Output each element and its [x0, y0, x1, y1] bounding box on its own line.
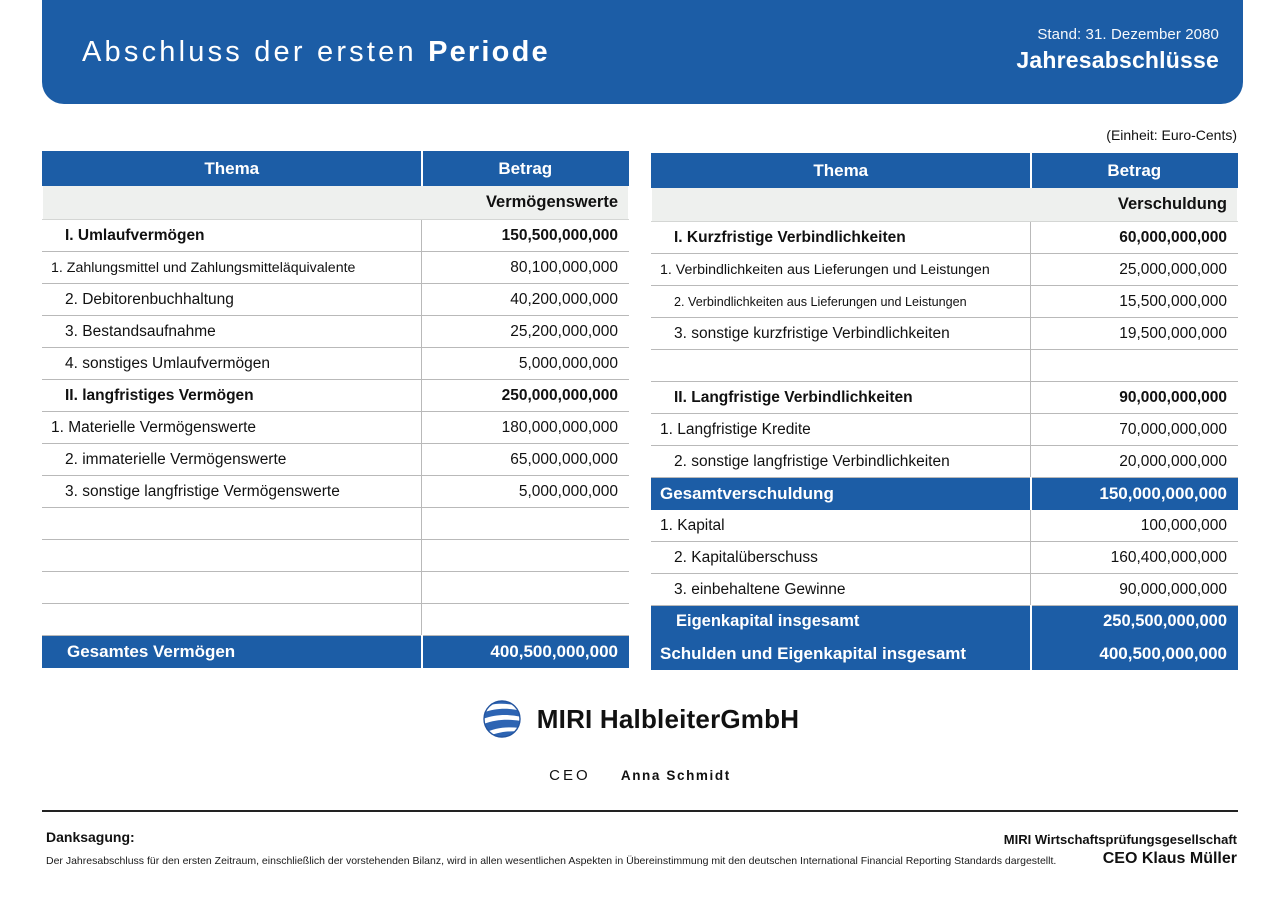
debt-total-row — [652, 478, 1238, 510]
assets-table — [42, 151, 629, 668]
row-amount: 15,500,000,000 — [1031, 286, 1238, 318]
table-row — [652, 382, 1238, 414]
table-row-empty — [652, 350, 1238, 382]
row-amount: 25,200,000,000 — [422, 316, 629, 348]
assets-table-header-row — [43, 152, 629, 186]
table-row — [652, 414, 1238, 446]
row-label: I. Kurzfristige Verbindlichkeiten — [652, 222, 1031, 254]
row-label: 1. Langfristige Kredite — [652, 414, 1031, 446]
table-row — [652, 446, 1238, 478]
row-amount — [422, 540, 629, 572]
debt-total-label: Gesamtverschuldung — [652, 478, 1031, 510]
assets-col-amount: Betrag — [422, 152, 629, 186]
row-label: 1. Kapital — [652, 510, 1031, 542]
company-name: MIRI HalbleiterGmbH — [536, 703, 800, 734]
acknowledgement-text: Der Jahresabschluss für den ersten Zeitraum, einschließlich der vorstehenden Bilanz, wird in allen wesentlichen Aspekten in Übereinstimmung mit den deutschen International Financial Reporting Standards dargestellt. — [46, 855, 1057, 867]
liabilities-table-header-row — [652, 154, 1238, 188]
table-row — [43, 380, 629, 412]
liabilities-col-topic: Thema — [652, 154, 1031, 188]
statement-date: Stand: 31. Dezember 2080 — [1037, 26, 1219, 43]
page-title-bold: Periode — [428, 36, 550, 68]
assets-table-body — [43, 186, 629, 668]
row-amount: 25,000,000,000 — [1031, 254, 1238, 286]
company-row — [481, 698, 799, 740]
table-row — [652, 542, 1238, 574]
row-label: 3. Bestandsaufnahme — [43, 316, 422, 348]
row-amount: 90,000,000,000 — [1031, 574, 1238, 606]
row-amount — [422, 572, 629, 604]
assets-col-topic: Thema — [43, 152, 422, 186]
header-meta — [1016, 26, 1219, 74]
assets-section-row — [43, 186, 629, 220]
row-amount: 5,000,000,000 — [422, 476, 629, 508]
row-amount: 100,000,000 — [1031, 510, 1238, 542]
table-row — [43, 444, 629, 476]
table-row — [43, 284, 629, 316]
assets-total-amount: 400,500,000,000 — [422, 636, 629, 668]
row-amount: 90,000,000,000 — [1031, 382, 1238, 414]
ceo-label: CEO — [549, 767, 591, 784]
row-label: 3. einbehaltene Gewinne — [652, 574, 1031, 606]
row-amount: 160,400,000,000 — [1031, 542, 1238, 574]
row-label: I. Umlaufvermögen — [43, 220, 422, 252]
table-row — [652, 510, 1238, 542]
row-label: 2. immaterielle Vermögenswerte — [43, 444, 422, 476]
row-amount: 20,000,000,000 — [1031, 446, 1238, 478]
row-amount: 70,000,000,000 — [1031, 414, 1238, 446]
table-row — [652, 286, 1238, 318]
row-label — [43, 540, 422, 572]
table-row — [43, 476, 629, 508]
audit-firm-ceo: CEO Klaus Müller — [1102, 850, 1237, 867]
page-title — [82, 36, 550, 69]
header-banner — [42, 0, 1243, 104]
table-row-empty — [43, 508, 629, 540]
row-amount: 5,000,000,000 — [422, 348, 629, 380]
acknowledgement-title: Danksagung: — [46, 829, 135, 845]
row-amount: 250,000,000,000 — [422, 380, 629, 412]
audit-firm-name: MIRI Wirtschaftsprüfungsgesellschaft — [1003, 832, 1237, 847]
page-title-light: Abschluss der ersten — [82, 36, 429, 68]
assets-section-label: Vermögenswerte — [43, 186, 629, 220]
row-label: II. Langfristige Verbindlichkeiten — [652, 382, 1031, 414]
row-label: II. langfristiges Vermögen — [43, 380, 422, 412]
row-amount — [422, 604, 629, 636]
row-label — [652, 350, 1031, 382]
table-row — [652, 222, 1238, 254]
row-label: 4. sonstiges Umlaufvermögen — [43, 348, 422, 380]
table-row — [43, 316, 629, 348]
assets-total-row — [43, 636, 629, 668]
row-label: 2. sonstige langfristige Verbindlichkeiten — [652, 446, 1031, 478]
table-row-empty — [43, 540, 629, 572]
row-amount: 60,000,000,000 — [1031, 222, 1238, 254]
table-row — [43, 220, 629, 252]
row-amount — [422, 508, 629, 540]
globe-logo-icon — [481, 698, 523, 740]
debt-total-amount: 150,000,000,000 — [1031, 478, 1238, 510]
row-label: 1. Materielle Vermögenswerte — [43, 412, 422, 444]
row-amount — [1031, 350, 1238, 382]
liabilities-table — [651, 153, 1238, 670]
grand-total-label: Schulden und Eigenkapital insgesamt — [652, 638, 1031, 670]
row-amount: 19,500,000,000 — [1031, 318, 1238, 350]
row-label: 2. Verbindlichkeiten aus Lieferungen und Leistungen — [652, 286, 1031, 318]
equity-total-row — [652, 606, 1238, 638]
table-row — [43, 412, 629, 444]
unit-note: (Einheit: Euro-Cents) — [1106, 127, 1237, 143]
row-label: 1. Verbindlichkeiten aus Lieferungen und Leistungen — [652, 254, 1031, 286]
grand-total-amount: 400,500,000,000 — [1031, 638, 1238, 670]
row-label: 2. Debitorenbuchhaltung — [43, 284, 422, 316]
row-label — [43, 604, 422, 636]
liabilities-section-label: Verschuldung — [652, 188, 1238, 222]
row-label — [43, 572, 422, 604]
row-label: 3. sonstige kurzfristige Verbindlichkeiten — [652, 318, 1031, 350]
ceo-line — [0, 767, 1280, 784]
row-amount: 180,000,000,000 — [422, 412, 629, 444]
row-label: 2. Kapitalüberschuss — [652, 542, 1031, 574]
signature-block — [0, 698, 1280, 784]
ceo-name: Anna Schmidt — [620, 768, 731, 783]
liabilities-table-body — [652, 188, 1238, 670]
row-label — [43, 508, 422, 540]
equity-total-label: Eigenkapital insgesamt — [652, 606, 1031, 638]
table-row — [652, 574, 1238, 606]
liabilities-col-amount: Betrag — [1031, 154, 1238, 188]
grand-total-row — [652, 638, 1238, 670]
row-label: 1. Zahlungsmittel und Zahlungsmitteläquivalente — [43, 252, 422, 284]
audit-firm-block — [1004, 832, 1237, 868]
assets-total-label: Gesamtes Vermögen — [43, 636, 422, 668]
liabilities-section-row — [652, 188, 1238, 222]
table-row-empty — [43, 604, 629, 636]
table-row-empty — [43, 572, 629, 604]
row-amount: 40,200,000,000 — [422, 284, 629, 316]
table-row — [652, 318, 1238, 350]
row-amount: 65,000,000,000 — [422, 444, 629, 476]
header-subtitle: Jahresabschlüsse — [1016, 47, 1219, 73]
footer-divider — [42, 810, 1238, 812]
row-label: 3. sonstige langfristige Vermögenswerte — [43, 476, 422, 508]
equity-total-amount: 250,500,000,000 — [1031, 606, 1238, 638]
row-amount: 80,100,000,000 — [422, 252, 629, 284]
table-row — [43, 348, 629, 380]
table-row — [43, 252, 629, 284]
table-row — [652, 254, 1238, 286]
row-amount: 150,500,000,000 — [422, 220, 629, 252]
